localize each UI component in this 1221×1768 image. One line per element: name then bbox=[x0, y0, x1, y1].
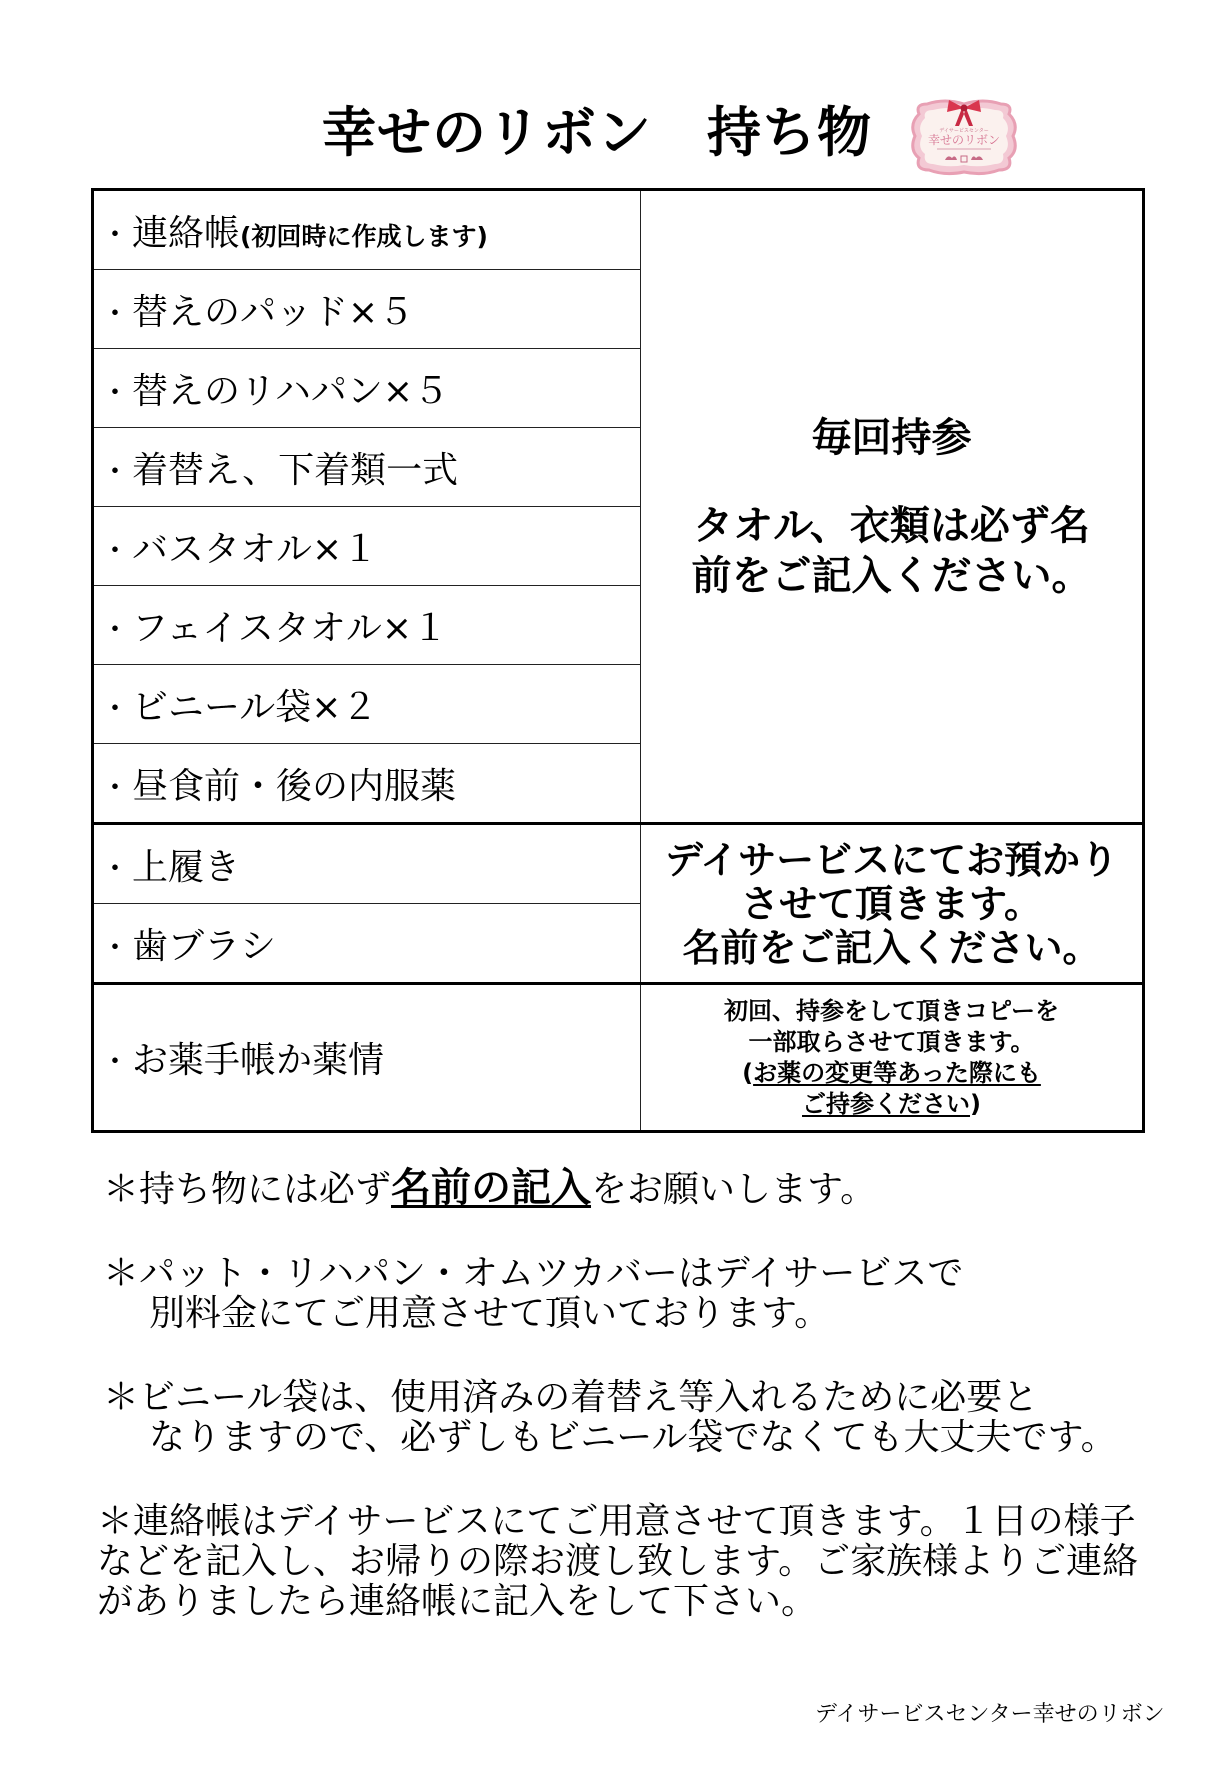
belongings-table bbox=[91, 188, 1145, 1133]
medicine-note-line: ご持参ください) bbox=[802, 1089, 981, 1118]
note-supplies-fee: ＊パット・リハパン・オムツカバーはデイサービスで 別料金にてご用意させて頂いております。 bbox=[103, 1253, 964, 1334]
item-label: 替えのパッド×５ bbox=[132, 291, 415, 333]
item-label: 替えのリハパン×５ bbox=[132, 370, 450, 412]
item-cell: ・替えのリハパン×５ bbox=[93, 349, 641, 428]
table-row bbox=[93, 824, 1144, 904]
kept-note-line: デイサービスにてお預かり bbox=[664, 837, 1119, 882]
svg-text:幸せのリボン: 幸せのリボン bbox=[927, 133, 1001, 147]
item-label: 連絡帳 bbox=[132, 212, 241, 254]
item-cell: ・バスタオル×１ bbox=[93, 507, 641, 586]
item-cell: ・着替え、下着類一式 bbox=[93, 428, 641, 507]
page-title: 幸せのリボン 持ち物 bbox=[322, 101, 872, 164]
every-time-note-cell bbox=[641, 190, 1144, 824]
footer-organization: デイサービスセンター幸せのリボン bbox=[815, 1702, 1165, 1727]
item-note: (初回時に作成します) bbox=[240, 221, 488, 251]
item-label: バスタオル×１ bbox=[132, 528, 379, 570]
item-label: 歯ブラシ bbox=[132, 925, 277, 967]
every-time-body: タオル、衣類は必ず名前をご記入ください。 bbox=[691, 502, 1092, 599]
header bbox=[0, 92, 1221, 182]
table-row bbox=[93, 984, 1144, 1132]
svg-text:デイサービスセンター: デイサービスセンター bbox=[939, 128, 989, 134]
item-label: お薬手帳か薬情 bbox=[132, 1040, 385, 1081]
table-row bbox=[93, 190, 1144, 270]
medicine-note-line: 一部取らさせて頂きます。 bbox=[748, 1027, 1035, 1056]
note-contact-book: ＊連絡帳はデイサービスにてご用意させて頂きます。１日の様子などを記入し、お帰りの際お渡し致します。ご家族様よりご連絡がありましたら連絡帳に記入をして下さい。 bbox=[97, 1501, 1139, 1622]
item-label: フェイスタオル×１ bbox=[132, 607, 449, 649]
notes-section bbox=[97, 1165, 1153, 1622]
item-cell: ・昼食前・後の内服薬 bbox=[93, 744, 641, 824]
item-label: 昼食前・後の内服薬 bbox=[132, 765, 457, 807]
medicine-note-line: (お薬の変更等あった際にも bbox=[742, 1058, 1041, 1087]
kept-note-line: させて頂きます。 bbox=[741, 881, 1042, 926]
item-label: 上履き bbox=[132, 846, 241, 888]
note-name-required: ＊持ち物には必ず名前の記入をお願いします。 bbox=[103, 1165, 877, 1211]
kept-note-cell bbox=[641, 824, 1144, 984]
item-cell: ・上履き bbox=[93, 824, 641, 904]
emphasis-text: 名前の記入 bbox=[391, 1165, 592, 1211]
item-cell: ・歯ブラシ bbox=[93, 904, 641, 984]
item-label: 着替え、下着類一式 bbox=[132, 449, 459, 491]
item-cell: ・お薬手帳か薬情 bbox=[93, 984, 641, 1132]
ribbon-logo-icon bbox=[905, 94, 1023, 178]
medicine-note-cell bbox=[641, 984, 1144, 1132]
every-time-heading: 毎回持参 bbox=[811, 414, 972, 461]
item-cell: ・フェイスタオル×１ bbox=[93, 586, 641, 665]
note-plastic-bag: ＊ビニール袋は、使用済みの着替え等入れるために必要と なりますので、必ずしもビニール袋でなくても大丈夫です。 bbox=[103, 1377, 1117, 1458]
item-cell: ・ビニール袋×２ bbox=[93, 665, 641, 744]
kept-note-line: 名前をご記入ください。 bbox=[682, 925, 1101, 970]
item-label: ビニール袋×２ bbox=[132, 686, 378, 728]
item-cell: ・連絡帳(初回時に作成します) bbox=[93, 190, 641, 270]
item-cell: ・替えのパッド×５ bbox=[93, 270, 641, 349]
medicine-note-line: 初回、持参をして頂きコピーを bbox=[723, 996, 1060, 1025]
